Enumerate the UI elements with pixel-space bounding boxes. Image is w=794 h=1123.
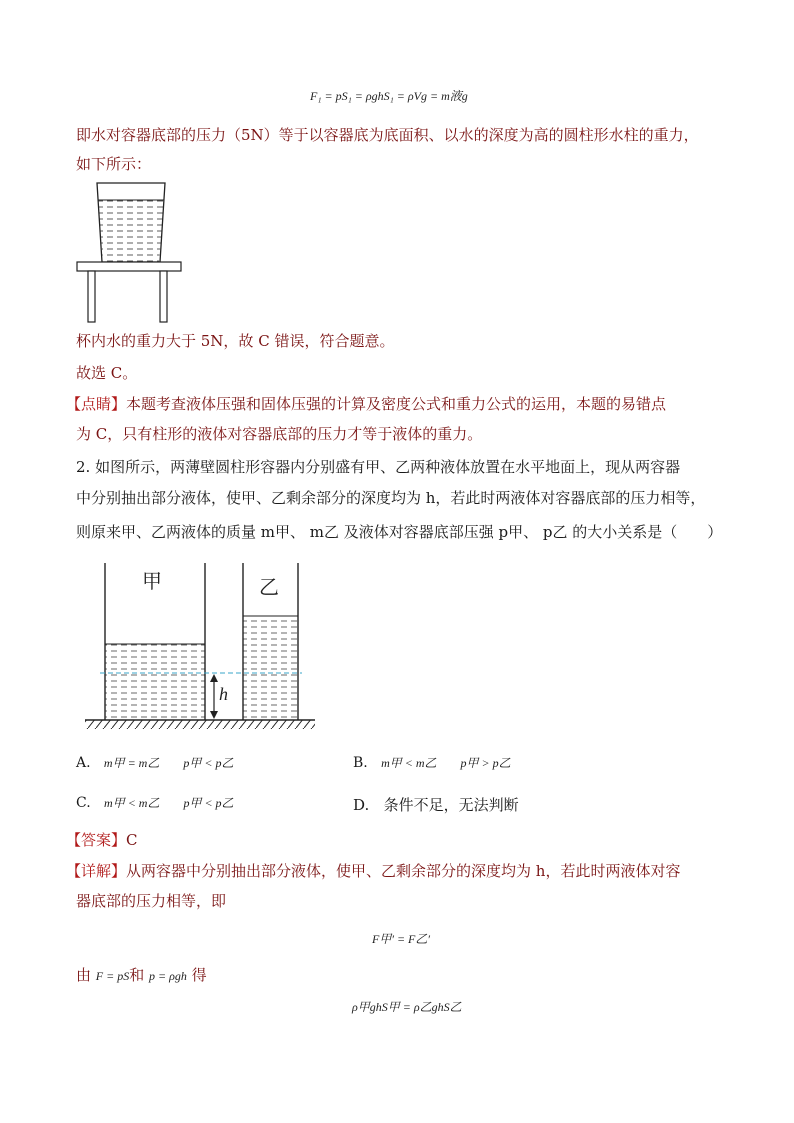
comment-text: 本题考查液体压强和固体压强的计算及密度公式和重力公式的运用，本题的易错点 [126,395,667,413]
option-b[interactable] [353,754,511,771]
option-b-letter: B. [353,755,368,771]
option-a-text: m甲 = m乙 p甲 < p乙 [103,756,234,770]
derive-line [76,964,207,987]
detail-line2: 器底部的压力相等，即 [76,892,227,910]
answer-tag: 【答案】 [66,831,127,849]
option-c-text: m甲 < m乙 p甲 < p乙 [104,796,234,810]
conclusion-text: 杯内水的重力大于 5N，故 C 错误，符合题意。 [76,332,395,350]
comment-line2: 为 C，只有柱形的液体对容器底部的压力才等于液体的重力。 [76,425,483,443]
formula-top: F₁ = pS₁ = ρghS₁ = ρVg = m液g [310,89,468,103]
para1-line1: 即水对容器底部的压力（5N）等于以容器底为底面积、以水的深度为高的圆柱形水柱的重力， [76,126,699,144]
answer-value: C [126,831,138,849]
option-b-text: m甲 < m乙 p甲 > p乙 [381,756,511,770]
question2-line3: 则原来甲、乙两液体的质量 m甲、 m乙 及液体对容器底部压强 p甲、 p乙 的大小关系是（ ） [76,523,723,541]
option-d[interactable] [353,794,519,815]
ground-hatch [85,720,315,729]
question2-line2: 中分别抽出部分液体，使甲、乙剩余部分的深度均为 h，若此时两液体对容器底部的压力相等， [76,489,706,507]
table-leg-right [160,271,167,322]
derive-formula1: F = pS [95,969,130,983]
label-h: h [219,684,228,704]
derive-formula2: p = ρgh [149,969,187,983]
comment-line1 [66,393,666,415]
detail-tag: 【详解】 [66,862,127,880]
containers-figure [80,558,320,734]
option-c-letter: C. [76,795,91,811]
option-d-letter: D. [353,796,370,814]
option-d-text: 条件不足，无法判断 [383,796,519,814]
question2-line1: 2. 如图所示，两薄壁圆柱形容器内分别盛有甲、乙两种液体放置在水平地面上，现从两容器 [76,458,681,476]
label-jia: 甲 [142,569,162,593]
jia-liquid [105,644,205,720]
table-leg-left [88,271,95,322]
choice-text: 故选 C。 [76,364,138,382]
derive-and: 和 [129,966,145,984]
detail-text: 从两容器中分别抽出部分液体，使甲、乙剩余部分的深度均为 h，若此时两液体对容 [126,862,681,880]
comment-tag: 【点睛】 [66,395,127,413]
para1-line2: 如下所示： [76,155,152,173]
detail-line1 [66,860,680,882]
answer-line [66,829,138,851]
derive-suffix: 得 [191,966,207,984]
yi-liquid [243,616,298,720]
option-a[interactable] [76,754,233,771]
cup-water [98,200,164,262]
option-a-letter: A. [76,755,91,771]
table-top [77,262,181,271]
formula-bottom: ρ甲ghS甲 = ρ乙ghS乙 [352,1000,462,1014]
derive-prefix: 由 [76,966,92,984]
formula-mid: F甲′ = F乙′ [372,932,431,946]
option-c[interactable] [76,794,234,811]
cup-on-table-figure [76,180,186,326]
label-yi: 乙 [259,575,279,599]
